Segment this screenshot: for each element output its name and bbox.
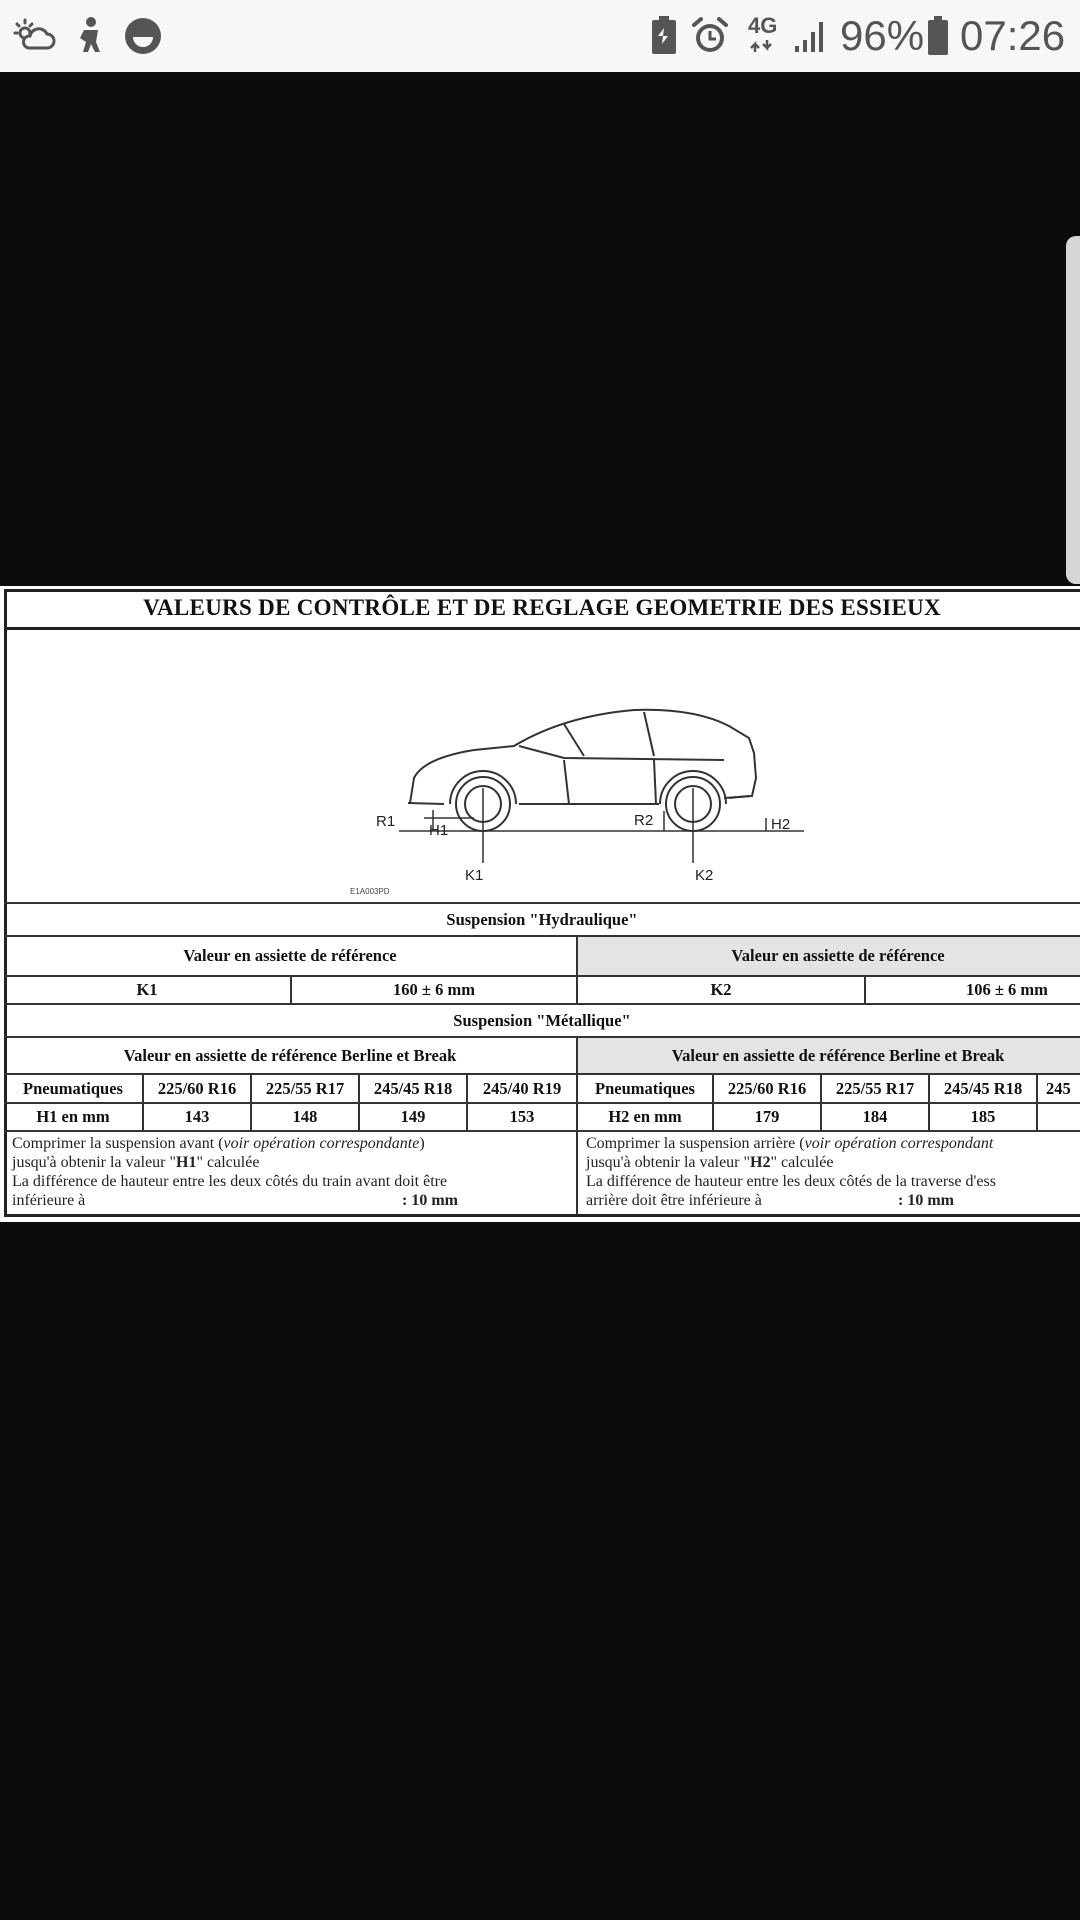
metallic-front-header: Valeur en assiette de référence Berline et Break xyxy=(4,1038,578,1073)
rear-tyre: 245 xyxy=(1046,1078,1071,1098)
rear-tyre: 225/60 R16 xyxy=(714,1075,822,1102)
label-k1: K1 xyxy=(465,867,484,884)
data-arrows-icon xyxy=(748,38,776,54)
battery-icon xyxy=(926,14,950,58)
document-image xyxy=(0,586,1080,1222)
h2-value: 184 xyxy=(822,1104,930,1130)
front-tyre-label: Pneumatiques xyxy=(4,1075,144,1102)
h2-value: 185 xyxy=(930,1104,1038,1130)
front-tyre: 225/60 R16 xyxy=(144,1075,252,1102)
hydraulic-header-row xyxy=(4,935,1080,975)
label-r1: R1 xyxy=(376,813,396,830)
front-note: Comprimer la suspension avant (voir opération correspondante) jusqu'à obtenir la valeur "H1" calculée La différence de hauteur entre les deux côtés du train avant doit être inférieure à : 10 mm xyxy=(4,1132,578,1214)
face-icon xyxy=(122,14,164,58)
h2-label: H2 en mm xyxy=(578,1104,714,1130)
h1-value: 143 xyxy=(144,1104,252,1130)
k1-key: K1 xyxy=(4,977,292,1003)
h1-label: H1 en mm xyxy=(4,1104,144,1130)
hydraulic-heading-row xyxy=(4,902,1080,935)
edge-panel-handle[interactable] xyxy=(1066,236,1080,584)
h1-value: 153 xyxy=(468,1104,578,1130)
hydraulic-rear-header: Valeur en assiette de référence xyxy=(578,937,1080,975)
rear-tyre: 245/45 R18 xyxy=(930,1075,1038,1102)
h2-value xyxy=(1038,1104,1080,1130)
label-h2: H2 xyxy=(771,816,791,833)
k1-value: 160 ± 6 mm xyxy=(292,977,578,1003)
hydraulic-front-header: Valeur en assiette de référence xyxy=(4,937,578,975)
k2-key: K2 xyxy=(578,977,866,1003)
hydraulic-values-row xyxy=(4,975,1080,1003)
hydraulic-heading: Suspension "Hydraulique" xyxy=(446,909,638,929)
label-h1: H1 xyxy=(429,822,449,839)
rear-tyre-label: Pneumatiques xyxy=(578,1075,714,1102)
label-k2: K2 xyxy=(695,867,714,884)
notes-row xyxy=(4,1130,1080,1214)
h1-value: 148 xyxy=(252,1104,360,1130)
front-tyre: 245/40 R19 xyxy=(468,1075,578,1102)
alarm-icon xyxy=(690,14,730,58)
metallic-heading-row xyxy=(4,1003,1080,1036)
front-tyre: 225/55 R17 xyxy=(252,1075,360,1102)
network-type: 4G xyxy=(748,13,778,38)
h1-value: 149 xyxy=(360,1104,468,1130)
h2-value: 179 xyxy=(714,1104,822,1130)
figure-icon xyxy=(70,14,110,58)
front-tyre: 245/45 R18 xyxy=(360,1075,468,1102)
signal-icon xyxy=(792,14,830,58)
document-title: VALEURS DE CONTRÔLE ET DE REGLAGE GEOMETRIE DES ESSIEUX xyxy=(4,589,1080,630)
metallic-header-row xyxy=(4,1036,1080,1073)
car-diagram xyxy=(4,628,1080,886)
weather-cloud-icon xyxy=(12,14,58,58)
metallic-rear-header: Valeur en assiette de référence Berline et Break xyxy=(578,1038,1080,1073)
metallic-heading: Suspension "Métallique" xyxy=(453,1010,631,1030)
battery-percent: 96% xyxy=(840,12,925,59)
heights-row xyxy=(4,1102,1080,1130)
battery-saver-icon xyxy=(650,14,678,58)
diagram-code: E1A003PD xyxy=(350,887,390,896)
car-illustration xyxy=(4,628,1080,886)
tyres-row xyxy=(4,1073,1080,1102)
rear-note: Comprimer la suspension arrière (voir opération correspondant jusqu'à obtenir la valeur "H2" calculée La différence de hauteur entre les deux côtés de la traverse d'ess arrière doit être inférieure à : 10 mm xyxy=(586,1135,996,1209)
k2-value: 106 ± 6 mm xyxy=(966,980,1048,999)
rear-tyre: 225/55 R17 xyxy=(822,1075,930,1102)
label-r2: R2 xyxy=(634,812,654,829)
clock: 07:26 xyxy=(960,12,1066,59)
status-bar xyxy=(0,0,1080,72)
